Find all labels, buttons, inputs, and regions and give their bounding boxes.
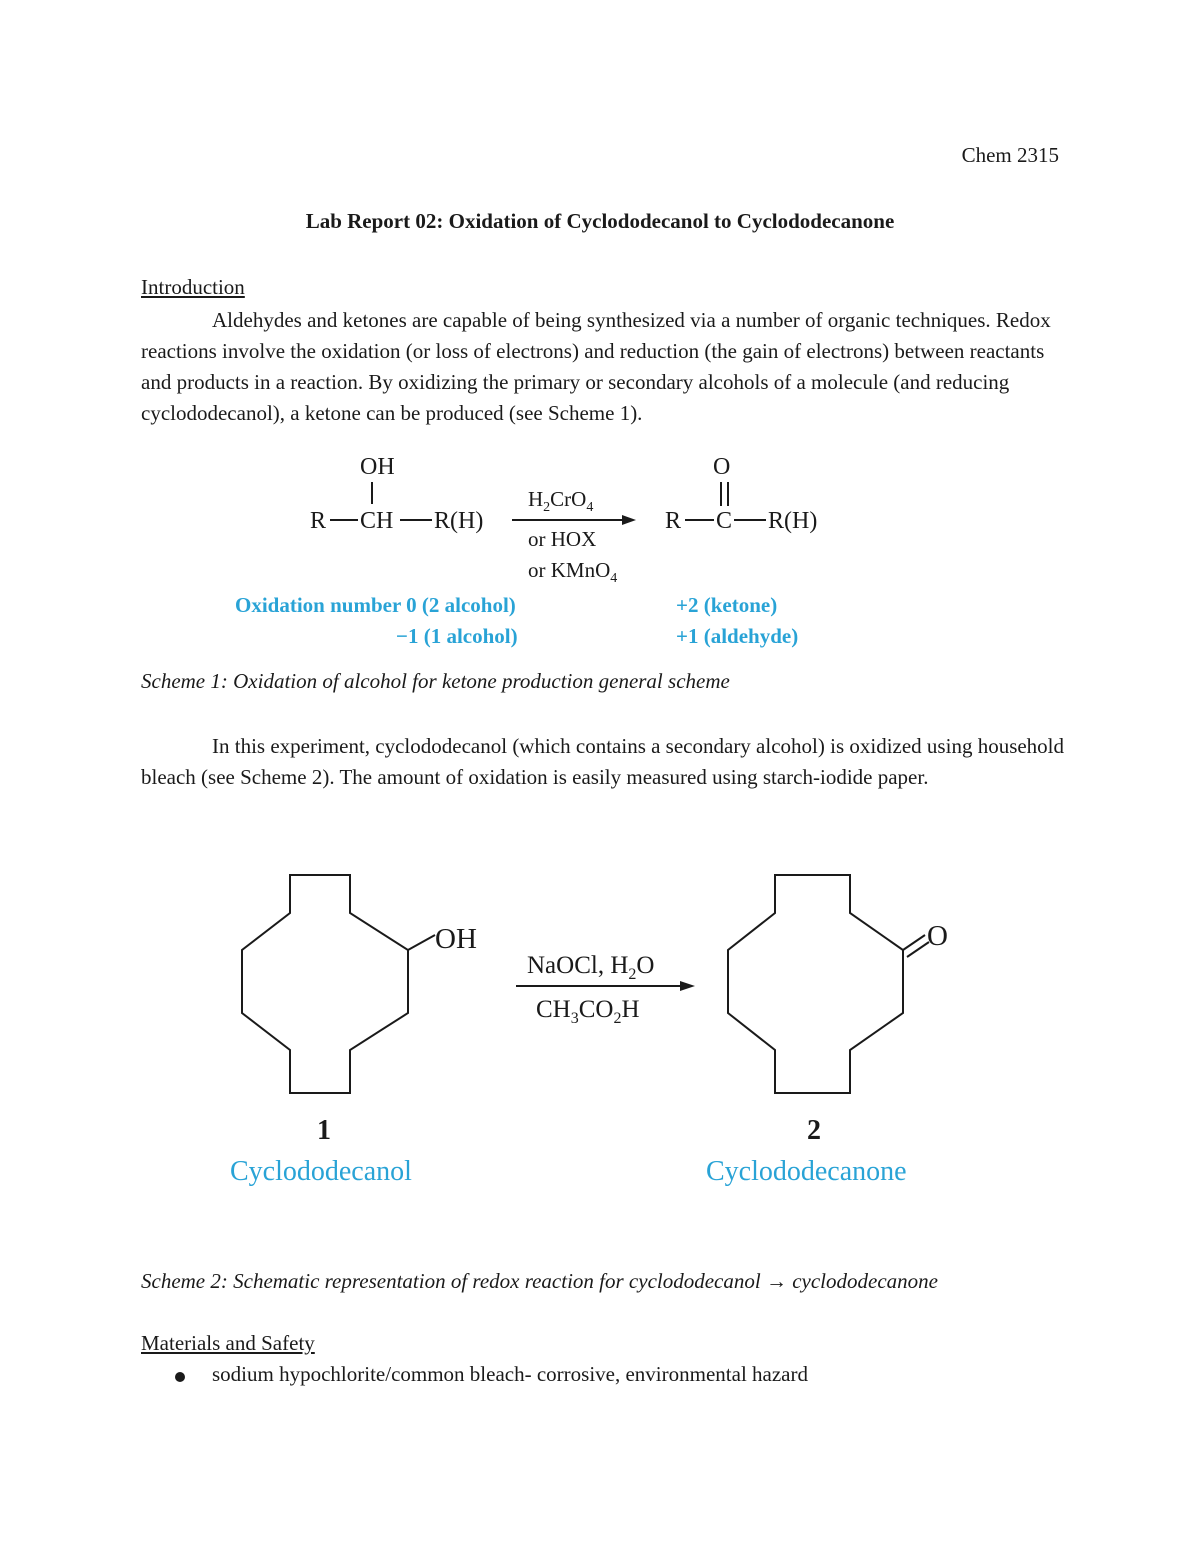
introduction-paragraph-1-text: Aldehydes and ketones are capable of being synthesized via a number of organic techniques. Redox reactions involve the oxidation (or loss of electrons) and reduction (the gain of electrons) between reactants and products in a reaction. By oxidizing the primary or secondary alcohols of a molecule (and reducing cyclododecanol), a ketone can be produced (see Scheme 1). xyxy=(141,308,1051,425)
bullet-icon xyxy=(175,1372,185,1382)
scheme-1-o-label: O xyxy=(713,454,731,480)
cyclododecanol-ring xyxy=(242,875,408,1093)
scheme-1-product-c: C xyxy=(716,508,733,534)
scheme-1-reactant-r-left: R xyxy=(310,508,327,534)
materials-item-text: sodium hypochlorite/common bleach- corrosive, environmental hazard xyxy=(212,1362,808,1386)
scheme-1-oxidation-right-1: +2 (ketone) xyxy=(676,593,778,617)
scheme-1-reagent-2: or HOX xyxy=(528,527,597,551)
cyclododecanol-name: Cyclododecanol xyxy=(230,1156,412,1187)
scheme-1-oh-label: OH xyxy=(360,454,395,480)
cyclododecanone-name: Cyclododecanone xyxy=(706,1156,907,1187)
cyclododecanol-number: 1 xyxy=(317,1115,331,1146)
materials-list xyxy=(141,1362,808,1387)
scheme-1-reagent-3: or KMnO$_4$ xyxy=(528,558,618,586)
scheme-1-reagent-1: $H_2CrO_4$ xyxy=(528,487,594,515)
report-title: Lab Report 02: Oxidation of Cyclododecanol to Cyclododecanone xyxy=(305,209,895,233)
scheme-2-arrow-head xyxy=(680,981,695,991)
scheme-1-oxidation-left-2: −1 (1 alcohol) xyxy=(396,624,518,648)
introduction-paragraph-1 xyxy=(141,305,1066,429)
course-label: Chem 2315 xyxy=(961,143,1059,167)
cyclododecanol-oh-label: OH xyxy=(435,923,477,955)
materials-heading: Materials and Safety xyxy=(141,1331,315,1355)
scheme-1-diagram xyxy=(235,448,860,658)
introduction-paragraph-2 xyxy=(141,731,1066,793)
introduction-paragraph-2-text: In this experiment, cyclododecanol (which contains a secondary alcohol) is oxidized using household bleach (see Scheme 2). The amount of oxidation is easily measured using starch-iodide paper. xyxy=(141,734,1065,789)
scheme-2-reagent-1: NaOCl, $H_2O$ xyxy=(527,952,655,983)
cyclododecanol-oh-bond xyxy=(408,935,435,950)
cyclododecanone-number: 2 xyxy=(807,1115,821,1146)
scheme-1-reactant-r-right: R(H) xyxy=(434,508,484,534)
scheme-1-reactant-ch: CH xyxy=(360,508,394,534)
scheme-2-reagent-2: $CH_3CO_2H$ xyxy=(536,996,640,1027)
materials-list-item xyxy=(141,1362,808,1387)
scheme-1-caption: Scheme 1: Oxidation of alcohol for ketone production general scheme xyxy=(141,669,730,693)
scheme-1-oxidation-right-2: +1 (aldehyde) xyxy=(676,624,799,648)
scheme-2-diagram xyxy=(225,865,965,1195)
scheme-1-arrow-head xyxy=(622,515,636,525)
cyclododecanone-o-label: O xyxy=(927,920,948,952)
scheme-1-product-r-left: R xyxy=(665,508,682,534)
cyclododecanone-ring xyxy=(728,875,903,1093)
scheme-1-oxidation-left-1: Oxidation number 0 (2 alcohol) xyxy=(235,593,516,617)
scheme-1-product-r-right: R(H) xyxy=(768,508,818,534)
introduction-heading: Introduction xyxy=(141,275,245,299)
scheme-2-caption: Scheme 2: Schematic representation of redox reaction for cyclododecanol → cyclododecanone xyxy=(141,1269,938,1293)
